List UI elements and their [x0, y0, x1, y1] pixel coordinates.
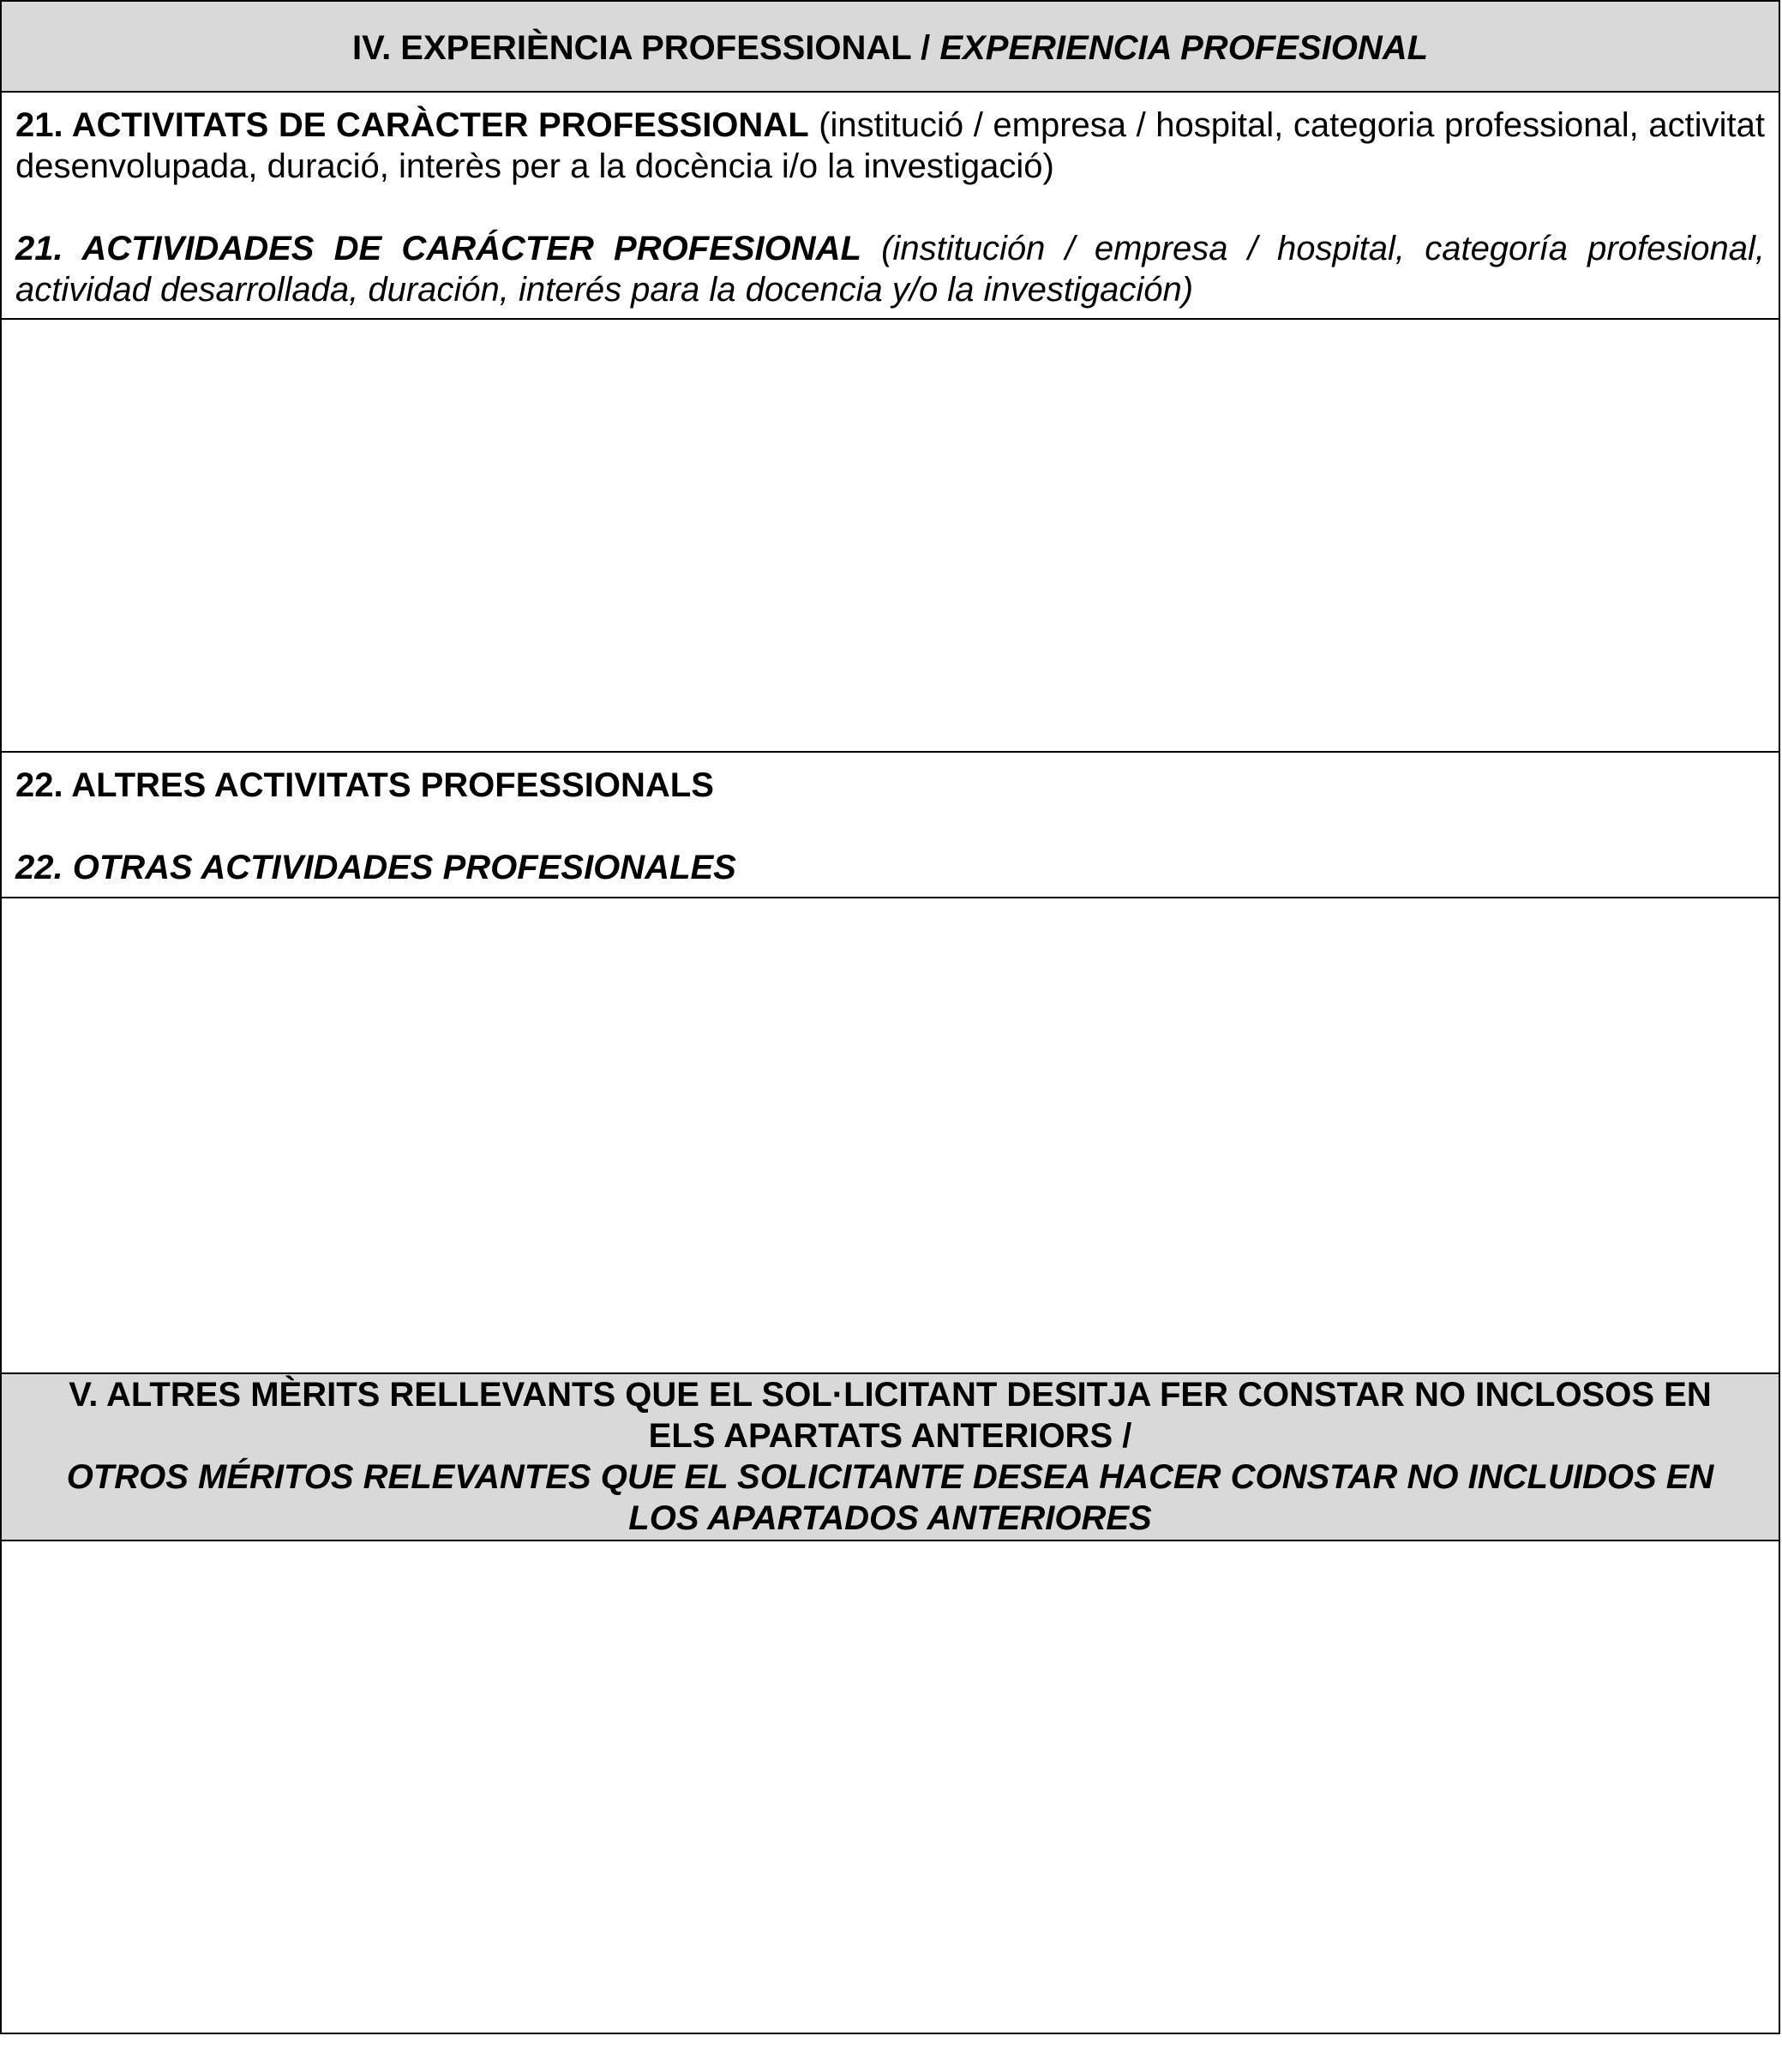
section-v-line1: V. ALTRES MÈRITS RELLEVANTS QUE EL SOL·LICITANT DESITJA FER CONSTAR NO INCLOSOS EN: [69, 1376, 1712, 1414]
item-21-desc-ca: (institució / empresa / hospital, categoria professional, activitat desenvolupada, duració, interès per a la docència i/o la investigació): [15, 106, 1765, 185]
item-21-label: [0, 93, 1780, 320]
section-iv-header: [0, 0, 1780, 93]
item-22-answer-field[interactable]: [0, 898, 1780, 1374]
section-v-line3: OTROS MÉRITOS RELEVANTES QUE EL SOLICITANTE DESEA HACER CONSTAR NO INCLUIDOS EN: [66, 1458, 1714, 1496]
section-v-line4: LOS APARTADOS ANTERIORES: [628, 1499, 1152, 1537]
item-21-title-es: 21. ACTIVIDADES DE CARÁCTER PROFESIONAL: [15, 230, 861, 267]
item-21-ca: [15, 105, 1765, 187]
item-21-title-ca: 21. ACTIVITATS DE CARÀCTER PROFESSIONAL: [15, 106, 809, 144]
item-21-desc-es: (institución / empresa / hospital, categoría profesional, actividad desarrollada, duración, interés para la docencia y/o la investigación): [15, 230, 1765, 309]
item-21-answer-field[interactable]: [0, 320, 1780, 753]
section-iv-title-es: EXPERIENCIA PROFESIONAL: [939, 29, 1429, 67]
item-22-label: [0, 753, 1780, 898]
section-v-answer-field[interactable]: [0, 1541, 1780, 2034]
item-22-title-ca: 22. ALTRES ACTIVITATS PROFESSIONALS: [15, 766, 714, 804]
item-21-es: [15, 228, 1765, 310]
section-v-header: [0, 1374, 1780, 1541]
section-iv-title-ca: IV. EXPERIÈNCIA PROFESSIONAL /: [351, 29, 931, 67]
section-v-line2: ELS APARTATS ANTERIORS /: [648, 1417, 1132, 1455]
item-22-title-es: 22. OTRAS ACTIVIDADES PROFESIONALES: [15, 849, 736, 886]
